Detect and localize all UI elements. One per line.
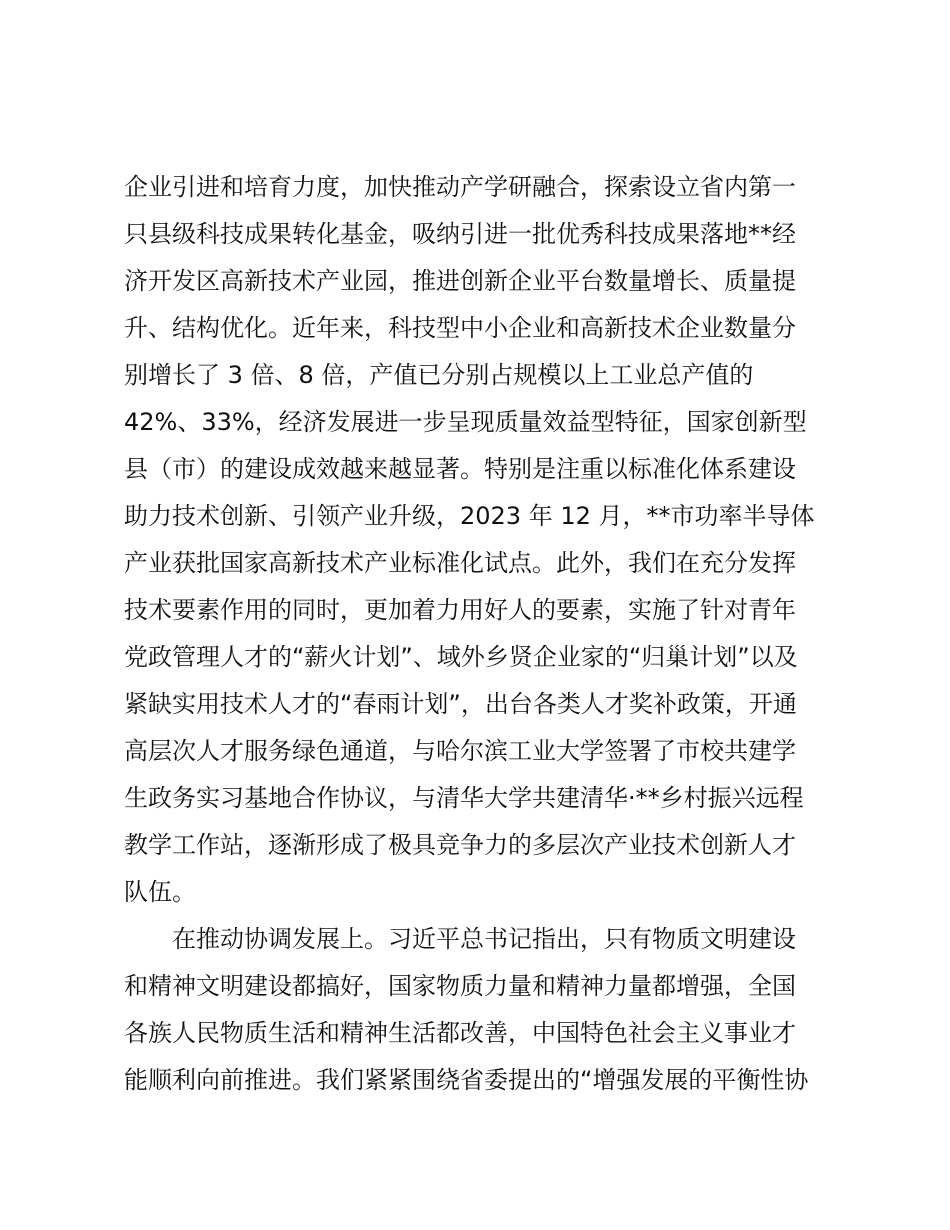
- text-line: 能顺利向前推进。我们紧紧围绕省委提出的“增强发展的平衡性协: [124, 1066, 809, 1094]
- text-line: 教学工作站，逐渐形成了极具竞争力的多层次产业技术创新人才: [124, 831, 796, 859]
- text-line: 生政务实习基地合作协议，与清华大学共建清华·**乡村振兴远程: [124, 784, 804, 812]
- text-line: 升、结构优化。近年来，科技型中小企业和高新技术企业数量分: [124, 314, 796, 342]
- text-line: 助力技术创新、引领产业升级，2023 年 12 月，**市功率半导体: [124, 502, 815, 530]
- text-line: 队伍。: [124, 878, 196, 906]
- text-line: 别增长了 3 倍、8 倍，产值已分别占规模以上工业总产值的: [124, 361, 754, 389]
- paragraph-start-line: 在推动协调发展上。习近平总书记指出，只有物质文明建设: [172, 925, 796, 953]
- text-line: 42%、33%，经济发展进一步呈现质量效益型特征，国家创新型: [124, 408, 807, 436]
- text-line: 济开发区高新技术产业园，推进创新企业平台数量增长、质量提: [124, 267, 796, 295]
- text-line: 党政管理人才的“薪火计划”、域外乡贤企业家的“归巢计划”以及: [124, 643, 798, 671]
- text-line: 产业获批国家高新技术产业标准化试点。此外，我们在充分发挥: [124, 549, 796, 577]
- text-line: 各族人民物质生活和精神生活都改善，中国特色社会主义事业才: [124, 1019, 796, 1047]
- text-line: 企业引进和培育力度，加快推动产学研融合，探索设立省内第一: [124, 173, 796, 201]
- text-line: 紧缺实用技术人才的“春雨计划”，出台各类人才奖补政策，开通: [124, 690, 797, 718]
- text-line: 县（市）的建设成效越来越显著。特别是注重以标准化体系建设: [124, 455, 796, 483]
- text-line: 和精神文明建设都搞好，国家物质力量和精神力量都增强，全国: [124, 972, 796, 1000]
- text-line: 高层次人才服务绿色通道，与哈尔滨工业大学签署了市校共建学: [124, 737, 796, 765]
- text-line: 技术要素作用的同时，更加着力用好人的要素，实施了针对青年: [124, 596, 796, 624]
- text-line: 只县级科技成果转化基金，吸纳引进一批优秀科技成果落地**经: [124, 220, 796, 248]
- body-text: [124, 164, 844, 1104]
